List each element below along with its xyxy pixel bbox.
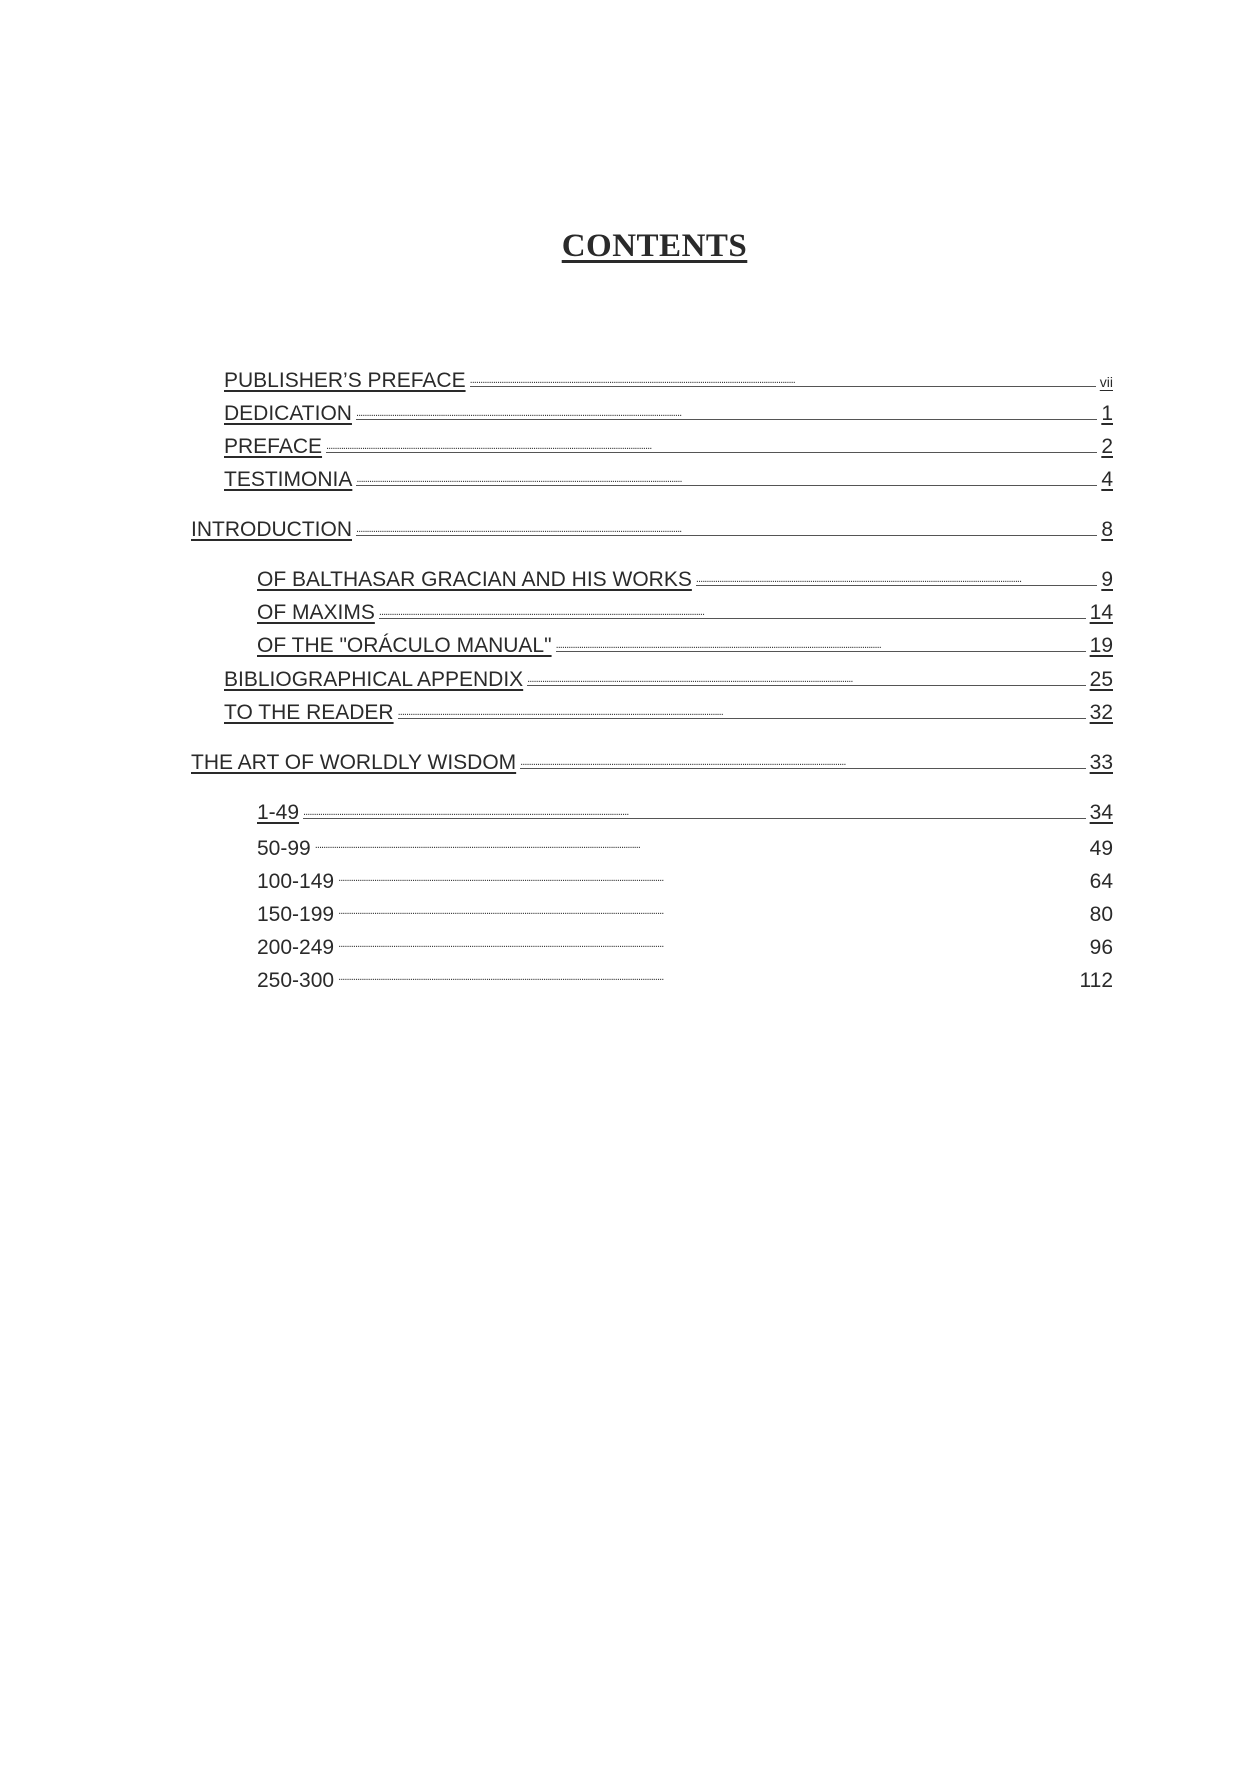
- dot-leader: [356, 397, 1097, 420]
- toc-entry-page-number: 9: [1101, 568, 1113, 591]
- toc-entry-testimonia[interactable]: [224, 463, 1113, 489]
- toc-entry-to-the-reader[interactable]: [224, 696, 1113, 722]
- toc-entry-page-number: 34: [1089, 801, 1113, 824]
- toc-entry-label: 1-49: [257, 801, 300, 824]
- toc-entry-range-1-49[interactable]: [257, 796, 1113, 822]
- toc-entry-page-number: 14: [1089, 601, 1113, 624]
- toc-entry-page-number: 25: [1089, 668, 1113, 691]
- dot-leader: [527, 663, 1085, 686]
- toc-entry-label: BIBLIOGRAPHICAL APPENDIX: [224, 668, 524, 691]
- dot-leader: [520, 746, 1085, 769]
- dot-leader: [326, 430, 1097, 453]
- dot-leader: [338, 895, 1086, 921]
- toc-entry-label: THE ART OF WORLDLY WISDOM: [191, 751, 517, 774]
- toc-entry-page-number: vii: [1099, 374, 1113, 390]
- toc-entry-page-number: 1: [1101, 402, 1113, 425]
- toc-entry-label: DEDICATION: [224, 402, 352, 425]
- toc-entry-label: 200-249: [257, 936, 335, 959]
- dot-leader: [338, 862, 1086, 888]
- dot-leader: [338, 961, 1075, 987]
- toc-entry-page-number: 96: [1089, 936, 1113, 959]
- page-title: CONTENTS: [561, 228, 748, 264]
- toc-entry-label: OF THE "ORÁCULO MANUAL": [257, 634, 552, 657]
- toc-entry-label: TESTIMONIA: [224, 468, 353, 491]
- dot-leader: [315, 829, 1086, 855]
- toc-entry-label: OF BALTHASAR GRACIAN AND HIS WORKS: [257, 568, 692, 591]
- toc-entry-bibliographical-appendix[interactable]: [224, 663, 1113, 689]
- toc-entry-page-number: 19: [1089, 634, 1113, 657]
- toc-entry-preface[interactable]: [224, 430, 1113, 456]
- toc-entry-page-number: 8: [1101, 518, 1113, 541]
- toc-entry-range-100-149[interactable]: [257, 862, 1113, 893]
- toc-entry-of-maxims[interactable]: [257, 596, 1113, 622]
- toc-entry-introduction[interactable]: [191, 513, 1113, 539]
- toc-entry-label: OF MAXIMS: [257, 601, 375, 624]
- toc-entry-page-number: 32: [1089, 701, 1113, 724]
- toc-entry-art-of-worldly-wisdom[interactable]: [191, 746, 1113, 772]
- dot-leader: [338, 928, 1086, 954]
- toc-entry-range-200-249[interactable]: [257, 928, 1113, 959]
- toc-entry-label: TO THE READER: [224, 701, 394, 724]
- toc-entry-page-number: 80: [1089, 903, 1113, 926]
- dot-leader: [303, 796, 1086, 819]
- toc-entry-range-150-199[interactable]: [257, 895, 1113, 926]
- toc-entry-range-250-300[interactable]: [257, 961, 1113, 992]
- toc-entry-page-number: 33: [1089, 751, 1113, 774]
- toc-entry-label: 250-300: [257, 969, 335, 992]
- toc-entry-page-number: 2: [1101, 435, 1113, 458]
- toc-entry-label: 100-149: [257, 870, 335, 893]
- toc-entry-of-the-oraculo-manual[interactable]: [257, 629, 1113, 655]
- dot-leader: [696, 563, 1097, 586]
- toc-entry-dedication[interactable]: [224, 397, 1113, 423]
- dot-leader: [398, 696, 1086, 719]
- toc-entry-publishers-preface[interactable]: [224, 364, 1113, 390]
- dot-leader: [356, 463, 1097, 486]
- toc-entry-label: PREFACE: [224, 435, 323, 458]
- toc-entry-of-balthasar-gracian[interactable]: [257, 563, 1113, 589]
- toc-entry-label: 150-199: [257, 903, 335, 926]
- toc-entry-label: 50-99: [257, 837, 311, 860]
- toc-entry-page-number: 64: [1089, 870, 1113, 893]
- toc-entry-label: INTRODUCTION: [191, 518, 352, 541]
- dot-leader: [379, 596, 1086, 619]
- dot-leader: [470, 364, 1096, 387]
- toc-entry-page-number: 112: [1079, 969, 1113, 992]
- toc-entry-page-number: 4: [1101, 468, 1113, 491]
- toc-entry-label: PUBLISHER’S PREFACE: [224, 369, 466, 392]
- toc-entry-page-number: 49: [1089, 837, 1113, 860]
- toc-entry-range-50-99[interactable]: [257, 829, 1113, 860]
- dot-leader: [556, 629, 1086, 652]
- dot-leader: [356, 513, 1097, 536]
